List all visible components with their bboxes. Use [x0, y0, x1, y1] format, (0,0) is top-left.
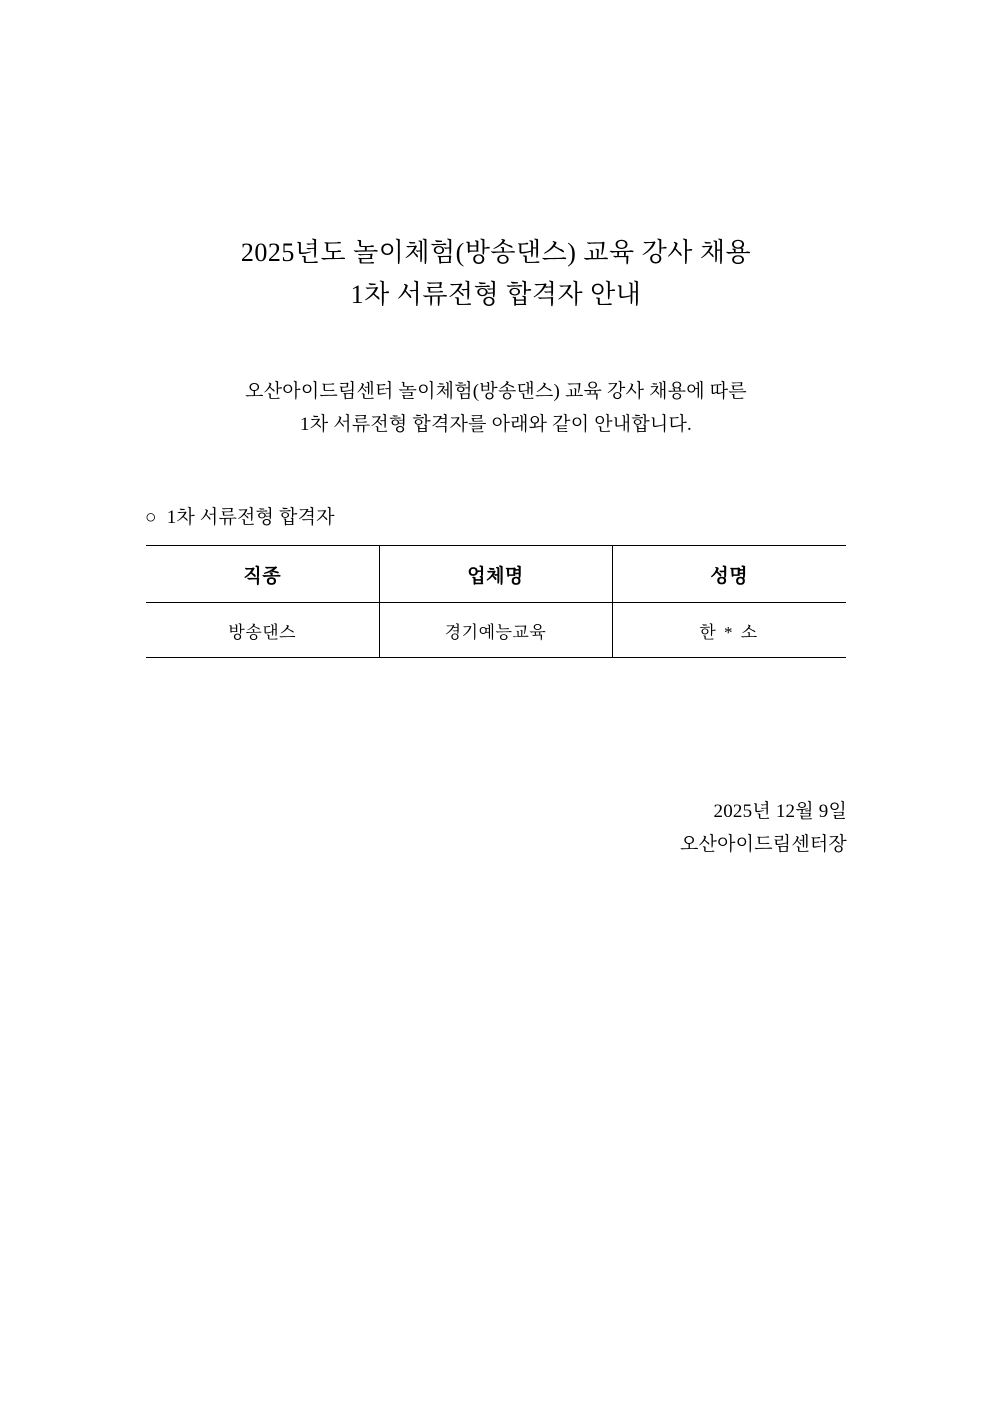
section-heading [145, 505, 335, 531]
cell-name: 한 * 소 [612, 603, 846, 658]
intro-paragraph [0, 375, 992, 441]
circle-bullet-icon: ○ [145, 507, 157, 528]
table-body [146, 603, 846, 658]
intro-line-2: 1차 서류전형 합격자를 아래와 같이 안내합니다. [300, 414, 692, 435]
column-header-job: 직종 [146, 546, 379, 603]
intro-line-1: 오산아이드림센터 놀이체험(방송댄스) 교육 강사 채용에 따른 [245, 381, 747, 402]
signature-issuer: 오산아이드림센터장 [680, 834, 847, 855]
section-heading-label: 1차 서류전형 합격자 [166, 507, 335, 528]
page-title [0, 232, 992, 316]
cell-job: 방송댄스 [146, 603, 379, 658]
table-header [146, 546, 846, 603]
table-header-row [146, 546, 846, 603]
signature-date: 2025년 12월 9일 [713, 801, 847, 822]
signature-block [0, 795, 992, 861]
table-row [146, 603, 846, 658]
results-table [146, 545, 846, 658]
column-header-name: 성명 [612, 546, 846, 603]
page-title-line-2: 1차 서류전형 합격자 안내 [350, 280, 642, 309]
cell-company: 경기예능교육 [379, 603, 612, 658]
column-header-company: 업체명 [379, 546, 612, 603]
page-title-line-1: 2025년도 놀이체험(방송댄스) 교육 강사 채용 [240, 238, 752, 267]
